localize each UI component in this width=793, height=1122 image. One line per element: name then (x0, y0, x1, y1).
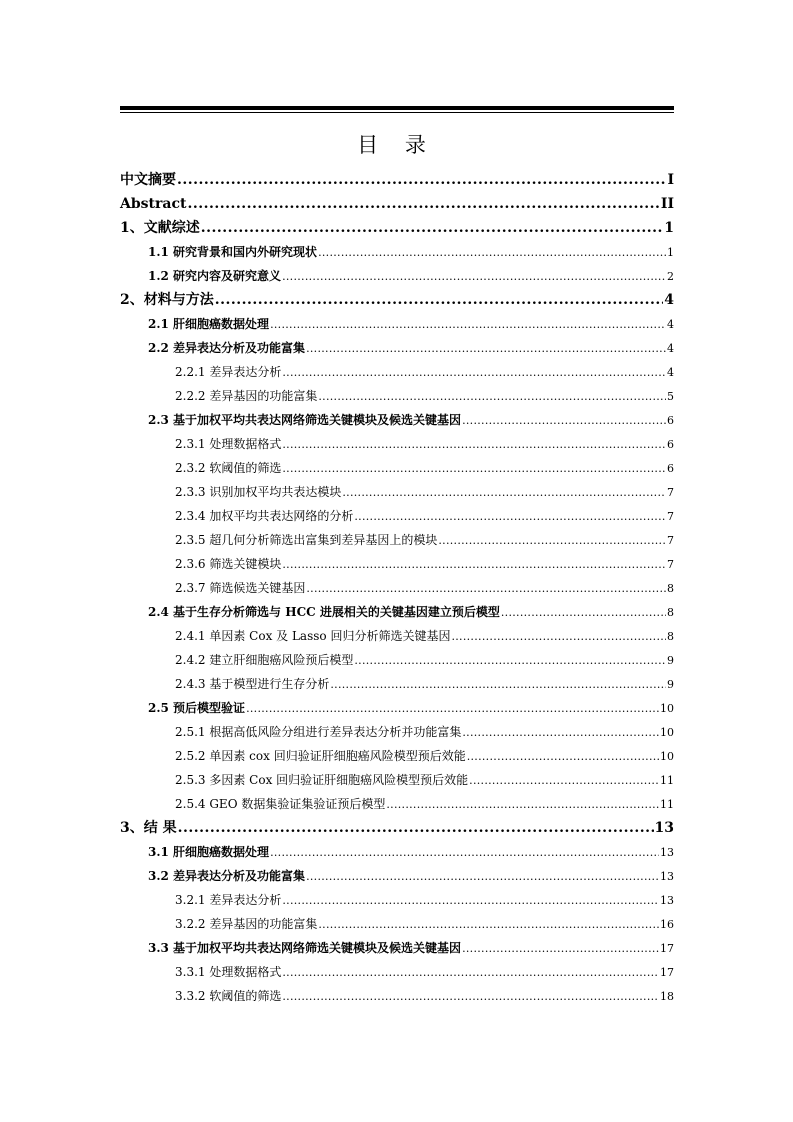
toc-dot-leader (462, 409, 666, 433)
toc-dot-leader (318, 913, 659, 937)
toc-dot-leader (187, 192, 659, 216)
toc-entry-page-number: 5 (667, 390, 674, 403)
toc-entry[interactable] (120, 192, 674, 216)
toc-entry[interactable] (120, 432, 674, 456)
toc-dot-leader (306, 865, 659, 889)
toc-entry-page-number: 4 (664, 292, 674, 308)
toc-entry-label: 中文摘要 (120, 172, 176, 188)
header-rule-thin (120, 112, 674, 113)
table-of-contents (120, 168, 674, 1008)
toc-entry-page-number: 10 (660, 726, 674, 739)
toc-entry-label: 3.1 肝细胞癌数据处理 (148, 845, 270, 859)
toc-entry[interactable] (120, 864, 674, 888)
toc-dot-leader (270, 841, 659, 865)
toc-dot-leader (342, 481, 666, 505)
toc-entry[interactable] (120, 456, 674, 480)
toc-entry[interactable] (120, 360, 674, 384)
toc-dot-leader (282, 265, 666, 289)
toc-entry-label: 2.3.6 筛选关键模块 (175, 557, 282, 571)
toc-entry-label: 3、结 果 (120, 820, 177, 836)
toc-entry[interactable] (120, 264, 674, 288)
toc-entry[interactable] (120, 696, 674, 720)
toc-entry-label: 2.5.3 多因素 Cox 回归验证肝细胞癌风险模型预后效能 (175, 773, 469, 787)
toc-dot-leader (282, 889, 659, 913)
toc-entry[interactable] (120, 528, 674, 552)
toc-dot-leader (386, 793, 659, 817)
toc-dot-leader (462, 721, 659, 745)
toc-dot-leader (501, 601, 666, 625)
toc-entry-page-number: 6 (667, 462, 674, 475)
toc-entry-page-number: II (660, 196, 674, 212)
toc-entry-page-number: 8 (667, 606, 674, 619)
toc-entry[interactable] (120, 792, 674, 816)
toc-entry-page-number: 7 (667, 558, 674, 571)
toc-dot-leader (282, 433, 666, 457)
toc-dot-leader (215, 288, 664, 312)
toc-entry-page-number: 11 (660, 774, 674, 787)
toc-entry[interactable] (120, 600, 674, 624)
toc-dot-leader (282, 961, 659, 985)
toc-entry[interactable] (120, 216, 674, 240)
toc-entry[interactable] (120, 672, 674, 696)
toc-entry[interactable] (120, 744, 674, 768)
toc-entry[interactable] (120, 408, 674, 432)
toc-entry-page-number: I (667, 172, 674, 188)
toc-entry-page-number: 10 (660, 750, 674, 763)
toc-entry-label: 2、材料与方法 (120, 292, 214, 308)
toc-dot-leader (354, 505, 666, 529)
toc-entry-label: 2.3.1 处理数据格式 (175, 437, 282, 451)
toc-entry[interactable] (120, 552, 674, 576)
toc-entry[interactable] (120, 288, 674, 312)
toc-entry[interactable] (120, 912, 674, 936)
toc-entry-label: Abstract (120, 196, 187, 212)
toc-entry[interactable] (120, 576, 674, 600)
toc-entry[interactable] (120, 816, 674, 840)
toc-dot-leader (282, 985, 659, 1009)
toc-dot-leader (282, 457, 666, 481)
toc-entry-label: 2.5.4 GEO 数据集验证集验证预后模型 (175, 797, 386, 811)
toc-entry-page-number: 17 (660, 966, 674, 979)
toc-entry-label: 2.5.1 根据高低风险分组进行差异表达分析并功能富集 (175, 725, 462, 739)
toc-entry-label: 2.3.7 筛选候选关键基因 (175, 581, 306, 595)
toc-entry-label: 1.2 研究内容及研究意义 (148, 269, 282, 283)
header-rule-thick (120, 106, 674, 110)
toc-dot-leader (246, 697, 659, 721)
toc-dot-leader (270, 313, 666, 337)
toc-entry-label: 2.4.2 建立肝细胞癌风险预后模型 (175, 653, 354, 667)
toc-entry-page-number: 6 (667, 438, 674, 451)
toc-entry[interactable] (120, 888, 674, 912)
toc-entry-label: 3.2.2 差异基因的功能富集 (175, 917, 318, 931)
toc-entry-page-number: 7 (667, 486, 674, 499)
toc-entry-page-number: 2 (667, 270, 674, 283)
page-title: 目 录 (357, 133, 436, 157)
toc-entry-label: 2.3.5 超几何分析筛选出富集到差异基因上的模块 (175, 533, 438, 547)
toc-entry-page-number: 4 (667, 342, 674, 355)
toc-entry-label: 2.3.3 识别加权平均共表达模块 (175, 485, 342, 499)
toc-entry-page-number: 4 (667, 318, 674, 331)
toc-entry-label: 2.4 基于生存分析筛选与 HCC 进展相关的关键基因建立预后模型 (148, 605, 500, 619)
toc-entry-label: 1.1 研究背景和国内外研究现状 (148, 245, 318, 259)
toc-entry-page-number: 13 (660, 846, 674, 859)
toc-entry-label: 2.3 基于加权平均共表达网络筛选关键模块及候选关键基因 (148, 413, 462, 427)
toc-entry-page-number: 1 (667, 246, 674, 259)
toc-dot-leader (318, 385, 666, 409)
toc-entry-page-number: 1 (664, 220, 674, 236)
toc-dot-leader (306, 337, 666, 361)
toc-entry-page-number: 13 (654, 820, 674, 836)
toc-entry[interactable] (120, 624, 674, 648)
toc-entry-label: 2.2.2 差异基因的功能富集 (175, 389, 318, 403)
toc-entry-page-number: 8 (667, 630, 674, 643)
toc-dot-leader (469, 769, 659, 793)
toc-dot-leader (354, 649, 666, 673)
toc-entry[interactable] (120, 840, 674, 864)
toc-dot-leader (462, 937, 659, 961)
toc-entry-label: 3.2 差异表达分析及功能富集 (148, 869, 306, 883)
toc-dot-leader (282, 553, 666, 577)
toc-entry-page-number: 10 (660, 702, 674, 715)
toc-entry-page-number: 8 (667, 582, 674, 595)
toc-entry[interactable] (120, 384, 674, 408)
toc-dot-leader (451, 625, 666, 649)
toc-entry-page-number: 4 (667, 366, 674, 379)
toc-entry[interactable] (120, 480, 674, 504)
toc-entry-label: 2.2 差异表达分析及功能富集 (148, 341, 306, 355)
toc-entry-page-number: 16 (660, 918, 674, 931)
toc-entry-page-number: 7 (667, 534, 674, 547)
toc-entry-label: 2.3.2 软阈值的筛选 (175, 461, 282, 475)
toc-entry[interactable] (120, 336, 674, 360)
toc-entry[interactable] (120, 936, 674, 960)
toc-entry-label: 3.2.1 差异表达分析 (175, 893, 282, 907)
toc-entry-page-number: 18 (660, 990, 674, 1003)
toc-dot-leader (306, 577, 666, 601)
toc-entry-page-number: 9 (667, 678, 674, 691)
toc-entry-page-number: 7 (667, 510, 674, 523)
toc-dot-leader (467, 745, 659, 769)
toc-entry-label: 2.2.1 差异表达分析 (175, 365, 282, 379)
toc-dot-leader (438, 529, 666, 553)
toc-entry-label: 1、文献综述 (120, 220, 200, 236)
toc-dot-leader (330, 673, 666, 697)
toc-entry-label: 3.3 基于加权平均共表达网络筛选关键模块及候选关键基因 (148, 941, 462, 955)
toc-entry-label: 2.4.1 单因素 Cox 及 Lasso 回归分析筛选关键基因 (175, 629, 451, 643)
toc-entry-label: 3.3.1 处理数据格式 (175, 965, 282, 979)
toc-entry[interactable] (120, 984, 674, 1008)
toc-dot-leader (178, 816, 654, 840)
toc-dot-leader (177, 168, 666, 192)
toc-entry-label: 2.5 预后模型验证 (148, 701, 246, 715)
toc-entry[interactable] (120, 960, 674, 984)
toc-entry[interactable] (120, 168, 674, 192)
toc-dot-leader (282, 361, 666, 385)
toc-entry[interactable] (120, 648, 674, 672)
toc-entry-label: 3.3.2 软阈值的筛选 (175, 989, 282, 1003)
toc-entry-label: 2.1 肝细胞癌数据处理 (148, 317, 270, 331)
toc-dot-leader (201, 216, 664, 240)
toc-entry-label: 2.5.2 单因素 cox 回归验证肝细胞癌风险模型预后效能 (175, 749, 466, 763)
toc-entry[interactable] (120, 720, 674, 744)
toc-entry-page-number: 6 (667, 414, 674, 427)
toc-entry[interactable] (120, 240, 674, 264)
toc-entry-page-number: 9 (667, 654, 674, 667)
toc-dot-leader (318, 241, 666, 265)
toc-entry-label: 2.3.4 加权平均共表达网络的分析 (175, 509, 354, 523)
toc-entry-label: 2.4.3 基于模型进行生存分析 (175, 677, 330, 691)
toc-entry[interactable] (120, 768, 674, 792)
toc-entry[interactable] (120, 504, 674, 528)
toc-entry-page-number: 17 (660, 942, 674, 955)
toc-entry[interactable] (120, 312, 674, 336)
toc-entry-page-number: 13 (660, 894, 674, 907)
toc-entry-page-number: 13 (660, 870, 674, 883)
toc-entry-page-number: 11 (660, 798, 674, 811)
